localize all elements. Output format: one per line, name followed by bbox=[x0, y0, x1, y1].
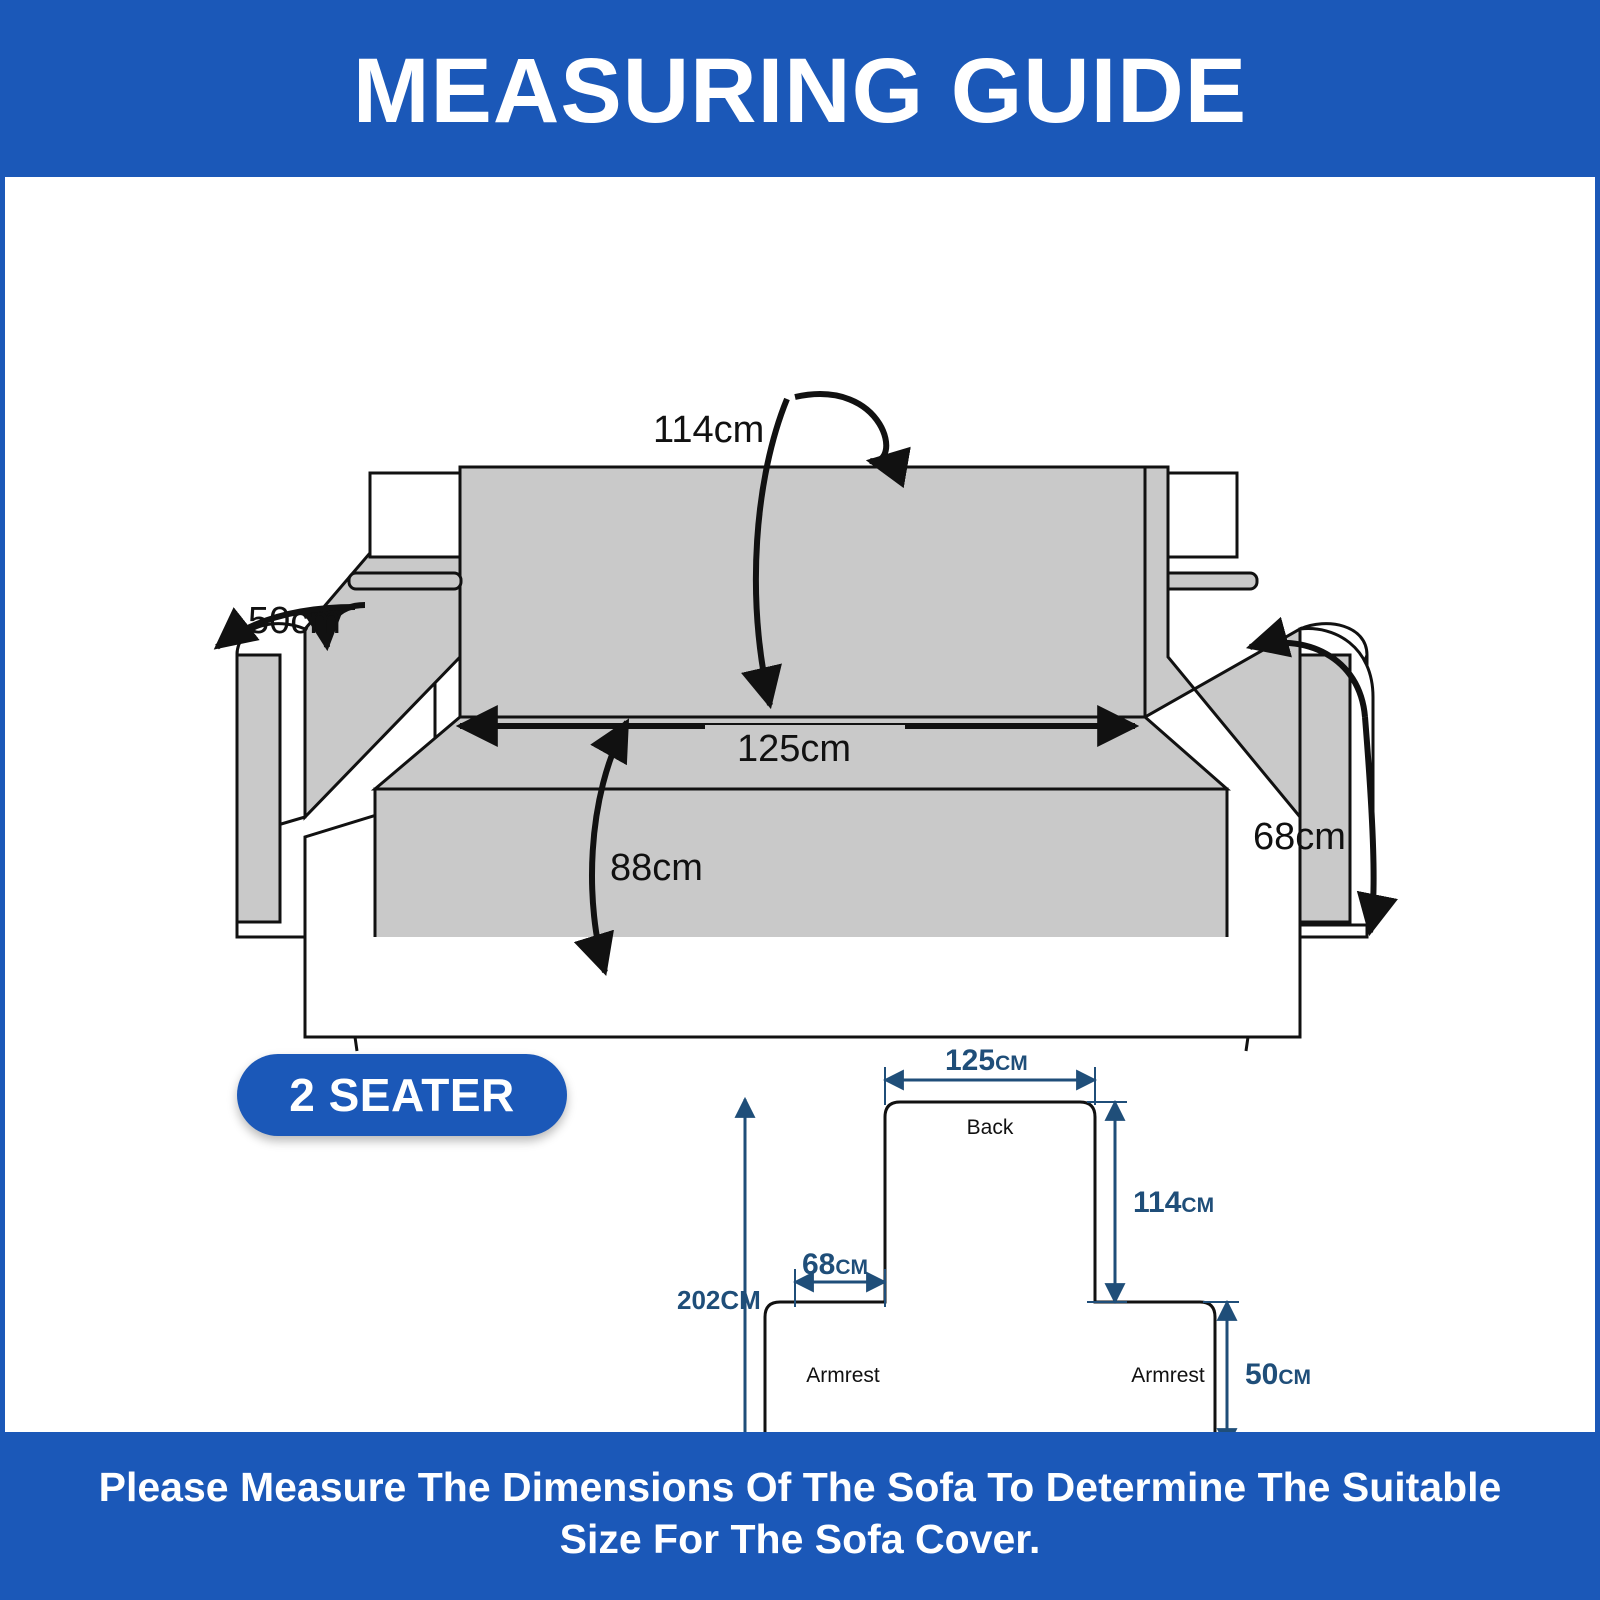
label-flat-armrest-width: 68CM bbox=[802, 1248, 869, 1281]
label-flat-armrest-height: 50CM bbox=[1245, 1358, 1312, 1391]
label-arm-depth: 50cm bbox=[248, 600, 341, 642]
panel-label-armrest-left: Armrest bbox=[806, 1364, 880, 1387]
sofa-strap-left bbox=[349, 573, 461, 589]
label-flat-back-depth: 114CM bbox=[1133, 1186, 1215, 1219]
seater-badge bbox=[237, 1054, 567, 1136]
sofa-right-flap-cover bbox=[1300, 655, 1350, 922]
label-flat-top-width: 125CM bbox=[945, 1044, 1028, 1077]
sofa-base bbox=[305, 937, 1300, 1037]
label-back-height: 114cm bbox=[653, 409, 765, 451]
footer-instruction: Please Measure The Dimensions Of The Sofa To Determine The Suitable Size For The Sofa Cover. bbox=[98, 1464, 1502, 1562]
footer-banner bbox=[5, 1432, 1595, 1595]
sofa-illustration bbox=[5, 177, 1373, 1051]
label-seat-width: 125cm bbox=[737, 728, 852, 770]
sofa-back-left-frame bbox=[370, 473, 460, 557]
panel-label-back: Back bbox=[966, 1116, 1014, 1139]
diagrams-svg bbox=[5, 177, 1600, 1442]
diagram-canvas bbox=[5, 177, 1600, 1442]
sofa-feet bbox=[355, 1037, 1248, 1051]
sofa-left-flap-cover bbox=[237, 655, 280, 922]
header-banner bbox=[5, 5, 1595, 177]
sofa-back-cover bbox=[460, 467, 1145, 717]
label-arm-drop: 68cm bbox=[1253, 816, 1346, 858]
arrow-back-height-top bbox=[795, 394, 886, 461]
label-flat-total-height: 202CM bbox=[677, 1285, 761, 1315]
panel-label-armrest-right: Armrest bbox=[1131, 1364, 1205, 1387]
label-seat-depth: 88cm bbox=[610, 847, 703, 889]
page-title: MEASURING GUIDE bbox=[352, 40, 1248, 142]
seater-badge-label: 2 SEATER bbox=[289, 1069, 515, 1121]
